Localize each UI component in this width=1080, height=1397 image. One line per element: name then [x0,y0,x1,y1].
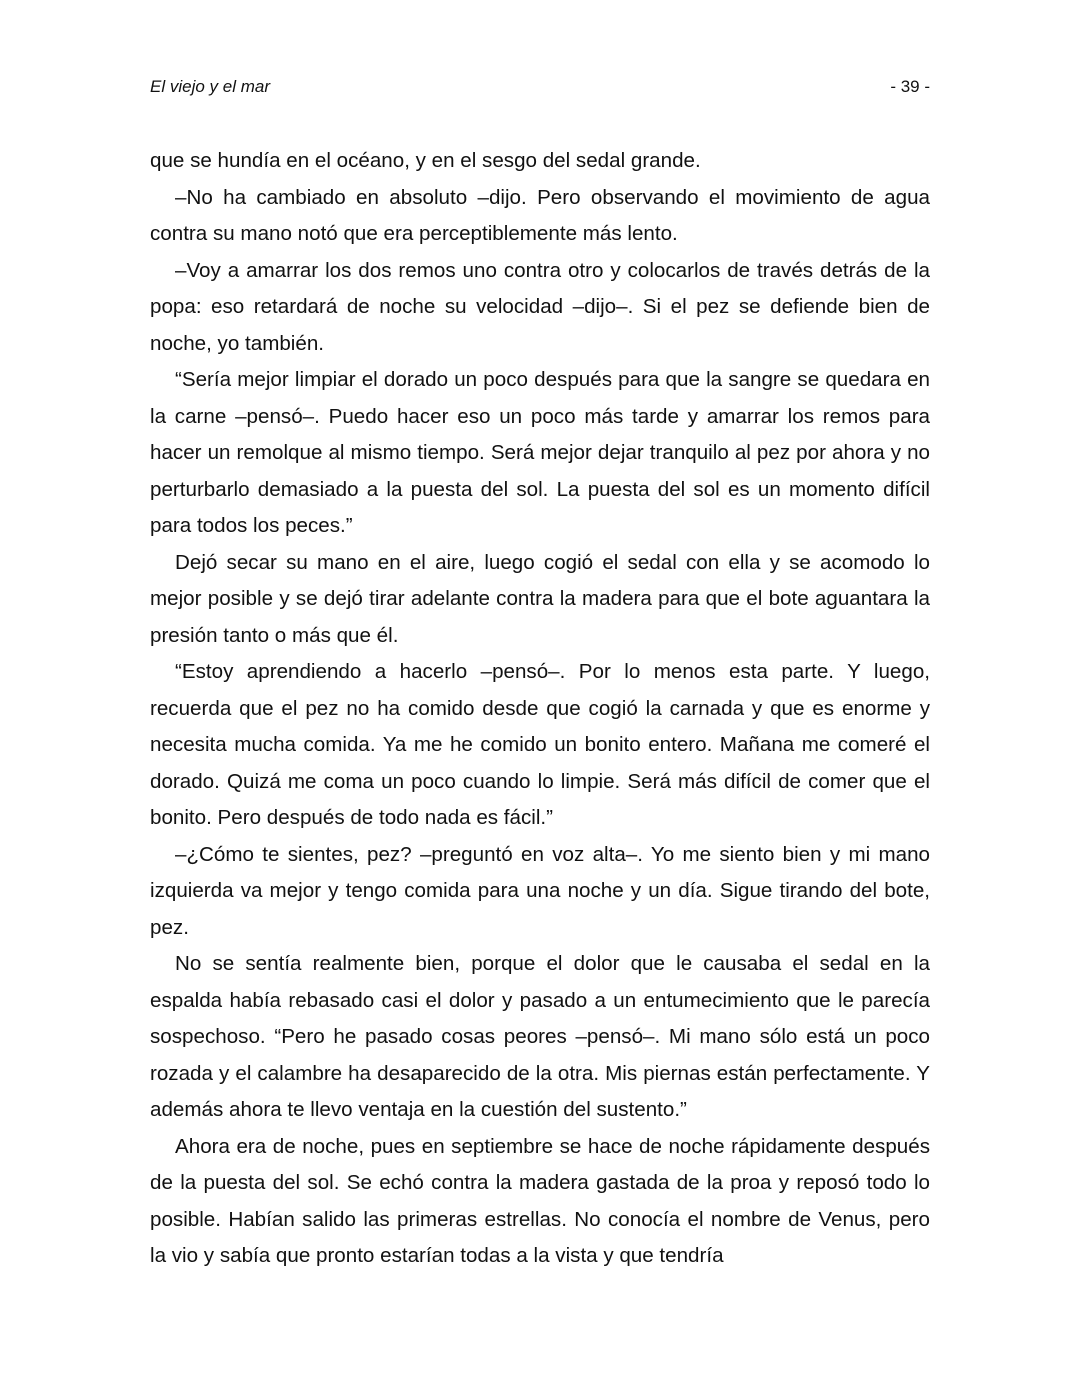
page-number: - 39 - [890,77,930,96]
paragraph: “Sería mejor limpiar el dorado un poco después para que la sangre se quedara en la carne –pensó–. Puedo hacer eso un poco más tarde y amarrar los remos para hacer un remolque al mismo tiempo. Será mejor dejar tranquilo al pez por ahora y no perturbarlo demasiado a la puesta del sol. La puesta del sol es un momento difícil para todos los peces.” [150,368,930,537]
paragraph: –Voy a amarrar los dos remos uno contra otro y colocarlos de través detrás de la popa: eso retardará de noche su velocidad –dijo–. Si el pez se defiende bien de noche, yo también. [150,258,930,355]
paragraph: Dejó secar su mano en el aire, luego cogió el sedal con ella y se acomodo lo mejor posible y se dejó tirar adelante contra la madera para que el bote aguantara la presión tanto o más que él. [150,550,930,647]
paragraph: “Estoy aprendiendo a hacerlo –pensó–. Por lo menos esta parte. Y luego, recuerda que el pez no ha comido desde que cogió la carnada y que es enorme y necesita mucha comida. Ya me he comido un bonito entero. Mañana me comeré el dorado. Quizá me coma un poco cuando lo limpie. Será más difícil de comer que el bonito. Pero después de todo nada es fácil.” [150,660,930,829]
paragraph: –¿Cómo te sientes, pez? –preguntó en voz alta–. Yo me siento bien y mi mano izquierda va mejor y tengo comida para una noche y un día. Sigue tirando del bote, pez. [150,842,930,939]
running-title: El viejo y el mar [150,77,270,96]
page-header [150,74,930,100]
paragraph: –No ha cambiado en absoluto –dijo. Pero observando el movimiento de agua contra su mano notó que era perceptiblemente más lento. [150,185,930,245]
paragraph: Ahora era de noche, pues en septiembre se hace de noche rápidamente después de la puesta del sol. Se echó contra la madera gastada de la proa y reposó todo lo posible. Habían salido las primeras estrellas. No conocía el nombre de Venus, pero la vio y sabía que pronto estarían todas a la vista y que tendría [150,1134,930,1267]
body-text [150,143,930,1275]
paragraph: No se sentía realmente bien, porque el dolor que le causaba el sedal en la espalda había rebasado casi el dolor y pasado a un entumecimiento que le parecía sospechoso. “Pero he pasado cosas peores –pensó–. Mi mano sólo está un poco rozada y el calambre ha desaparecido de la otra. Mis piernas están perfectamente. Y además ahora te llevo ventaja en la cuestión del sustento.” [150,952,930,1121]
paragraph: que se hundía en el océano, y en el sesgo del sedal grande. [150,149,701,172]
